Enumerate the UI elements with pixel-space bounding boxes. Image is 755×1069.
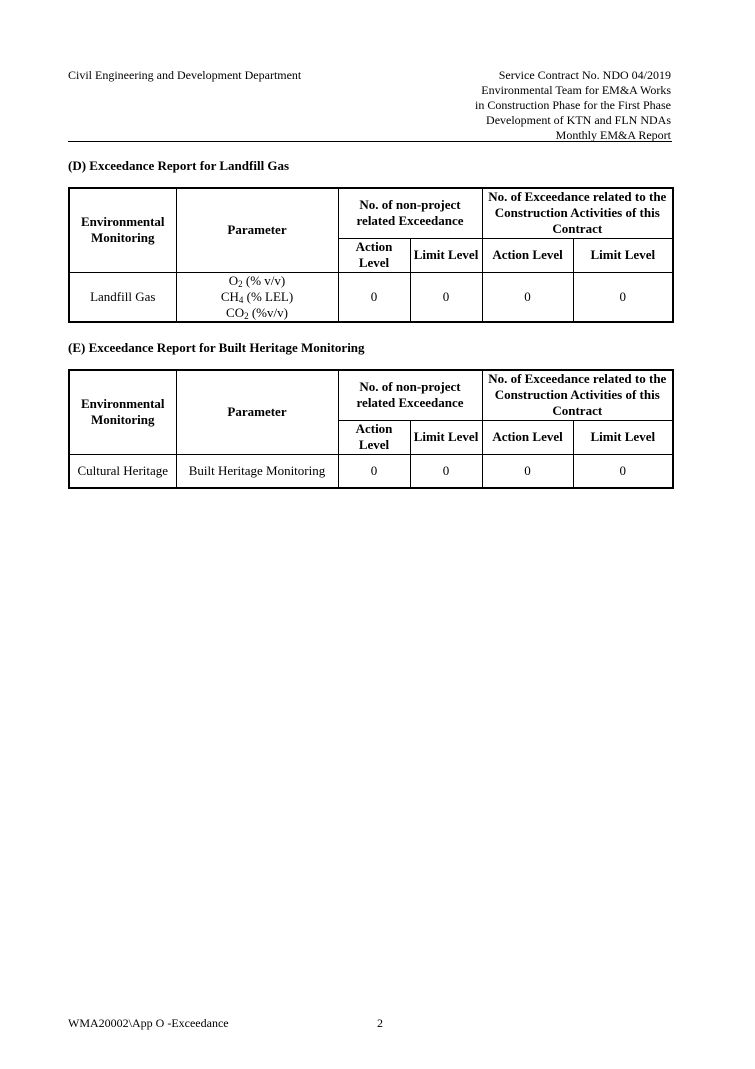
header-line: Monthly EM&A Report (555, 128, 671, 142)
cell-parameter (176, 272, 338, 322)
section-e-title: (E) Exceedance Report for Built Heritage Monitoring (68, 340, 365, 355)
col-header-action-level: Action Level (338, 420, 410, 454)
section-d-title: (D) Exceedance Report for Landfill Gas (68, 158, 290, 173)
cell-value: 0 (410, 454, 482, 488)
col-header-limit-level: Limit Level (573, 238, 673, 272)
cell-value: 0 (573, 272, 673, 322)
cell-monitoring: Landfill Gas (69, 272, 176, 322)
cell-value: 0 (338, 454, 410, 488)
param-ch4: $CH_4$ (% LEL) (220, 288, 294, 305)
cell-value: 0 (482, 272, 573, 322)
param-o2: $O_2$ (% v/v) (228, 272, 286, 289)
col-header-non-project: No. of non-project related Exceedance (338, 188, 482, 238)
col-header-action-level: Action Level (482, 420, 573, 454)
param-co2: $CO_2$ (%v/v) (226, 304, 288, 321)
col-header-action-level: Action Level (482, 238, 573, 272)
header-department: Civil Engineering and Development Department (68, 68, 302, 82)
header-line: Environmental Team for EM&A Works (481, 83, 671, 97)
col-header-parameter: Parameter (176, 188, 338, 272)
header-line: Development of KTN and FLN NDAs (486, 113, 671, 127)
header-divider (68, 141, 672, 142)
cell-monitoring: Cultural Heritage (69, 454, 176, 488)
table-row (69, 272, 673, 322)
col-header-action-level: Action Level (338, 238, 410, 272)
footer-doc-ref: WMA20002\App O -Exceedance (68, 1016, 229, 1030)
col-header-limit-level: Limit Level (410, 238, 482, 272)
col-header-construction: No. of Exceedance related to the Construction Activities of this Contract (482, 370, 673, 420)
header-line: Service Contract No. NDO 04/2019 (498, 68, 671, 82)
header-line: in Construction Phase for the First Phase (475, 98, 671, 112)
built-heritage-table (68, 369, 674, 489)
col-header-construction: No. of Exceedance related to the Construction Activities of this Contract (482, 188, 673, 238)
col-header-parameter: Parameter (176, 370, 338, 454)
landfill-gas-table (68, 187, 674, 323)
cell-value: 0 (338, 272, 410, 322)
cell-value: 0 (410, 272, 482, 322)
cell-value: 0 (482, 454, 573, 488)
table-row (69, 454, 673, 488)
col-header-env-monitoring: Environmental Monitoring (69, 188, 176, 272)
header-contract-info (475, 68, 671, 143)
cell-parameter: Built Heritage Monitoring (176, 454, 338, 488)
cell-value: 0 (573, 454, 673, 488)
col-header-env-monitoring: Environmental Monitoring (69, 370, 176, 454)
col-header-limit-level: Limit Level (410, 420, 482, 454)
page-number: 2 (377, 1016, 383, 1030)
col-header-limit-level: Limit Level (573, 420, 673, 454)
col-header-non-project: No. of non-project related Exceedance (338, 370, 482, 420)
